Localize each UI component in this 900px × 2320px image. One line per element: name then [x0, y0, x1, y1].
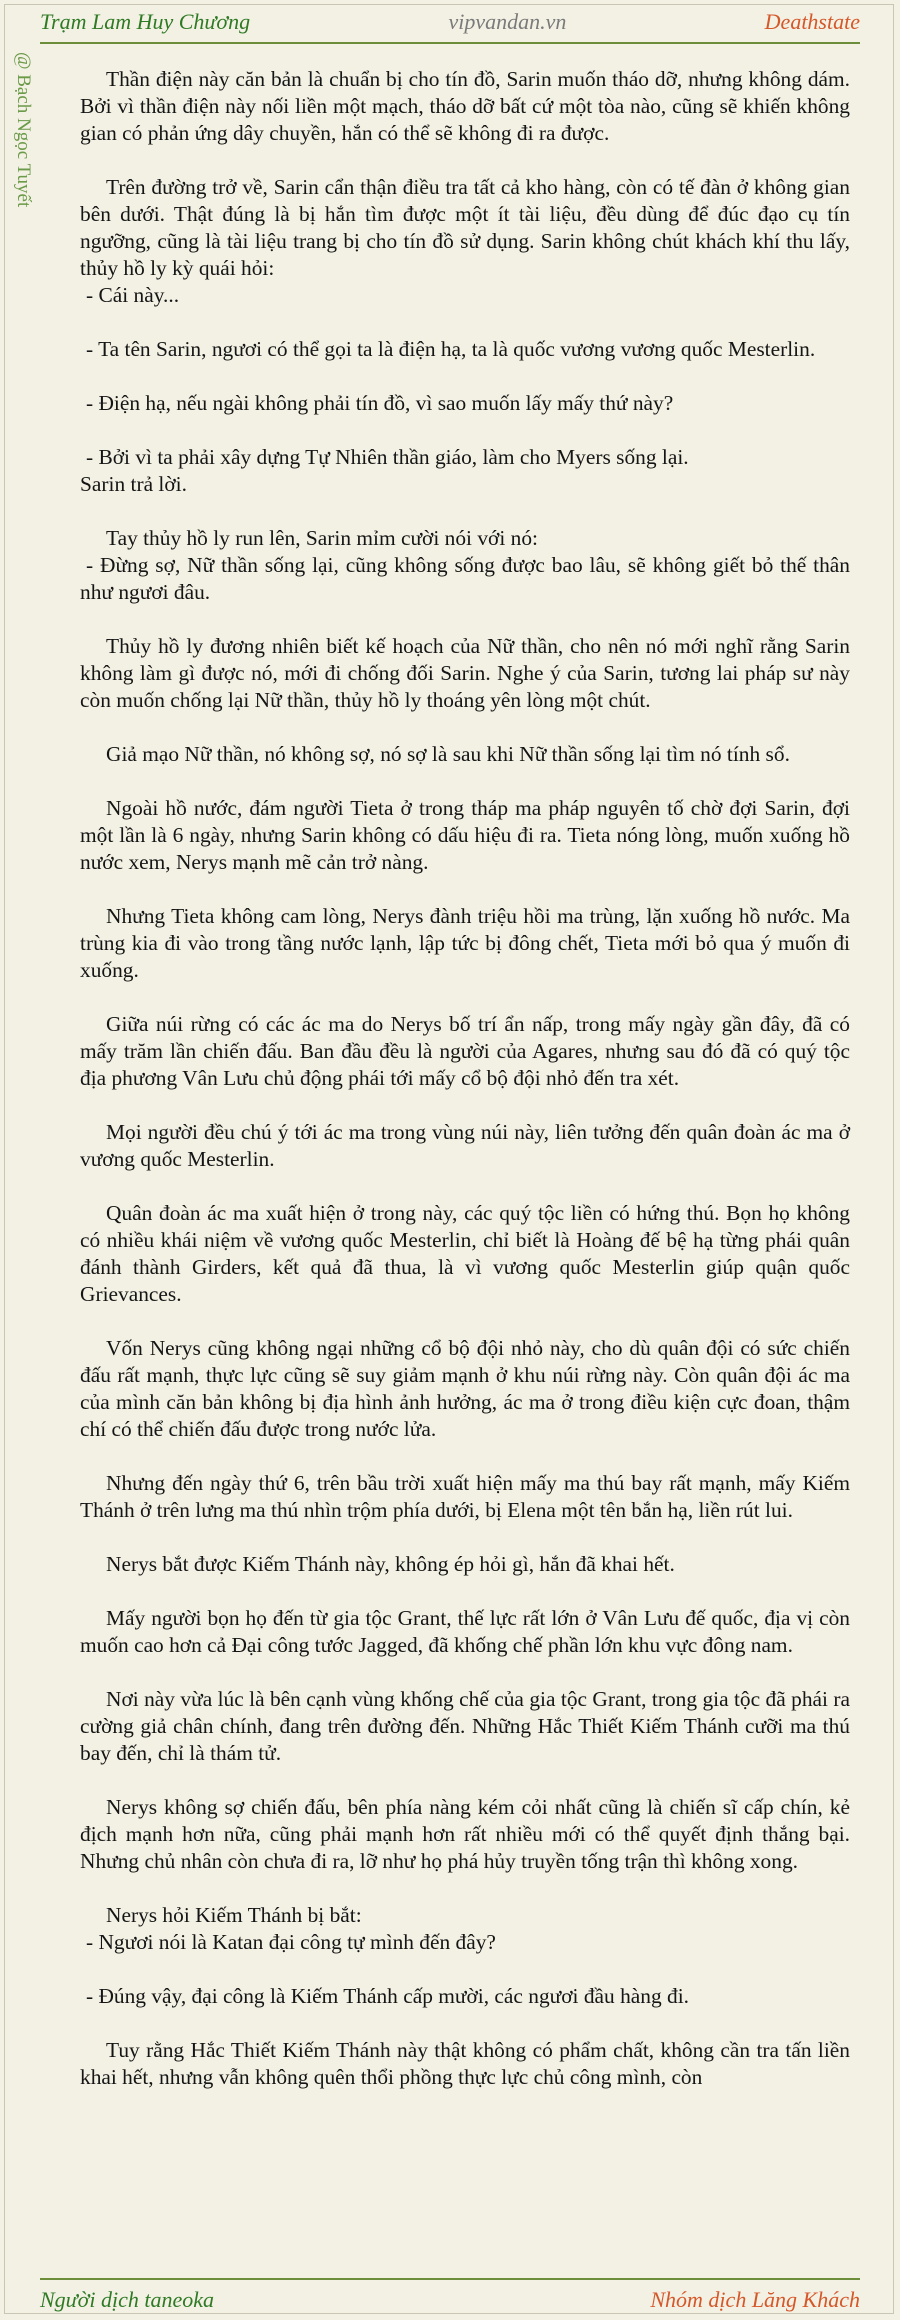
- paragraph: Nơi này vừa lúc là bên cạnh vùng khống chế của gia tộc Grant, trong gia tộc đã phái ra cường giả chân chính, đang trên đường đến. Những Hắc Thiết Kiếm Thánh cưỡi ma thú bay đến, chỉ là thám tử.: [80, 1687, 850, 1765]
- paragraph: Nerys không sợ chiến đấu, bên phía nàng kém cỏi nhất cũng là chiến sĩ cấp chín, kẻ địch mạnh hơn nữa, cũng phải mạnh hơn rất nhiều mới có thể quyết định thắng bại. Nhưng chủ nhân còn chưa đi ra, lỡ như họ phá hủy truyền tống trận thì không xong.: [80, 1795, 850, 1873]
- header-author: Deathstate: [764, 9, 860, 34]
- side-watermark-text: @ Bạch Ngọc Tuyết: [13, 52, 34, 208]
- paragraph: Thủy hồ ly đương nhiên biết kế hoạch của Nữ thần, cho nên nó mới nghĩ rằng Sarin không làm gì được nó, mới đi chống đối Sarin. Nghe ý của Sarin, tương lai pháp sư này còn muốn chống lại Nữ thần, thủy hồ ly thoáng yên lòng một chút.: [80, 634, 850, 712]
- dialogue-line: - Cái này...: [86, 283, 180, 307]
- paragraph: Giữa núi rừng có các ác ma do Nerys bố trí ẩn nấp, trong mấy ngày gần đây, đã có mấy trăm lần chiến đấu. Ban đầu đều là người của Agares, nhưng sau đó đã có quý tộc địa phương Vân Lưu chủ động phái tới mấy cổ bộ đội nhỏ đến tra xét.: [80, 1012, 850, 1090]
- dialogue-line: - Đúng vậy, đại công là Kiếm Thánh cấp mười, các ngươi đầu hàng đi.: [86, 1984, 689, 2008]
- dialogue-line: - Ngươi nói là Katan đại công tự mình đến đây?: [86, 1930, 496, 1954]
- paragraph: Sarin trả lời.: [80, 472, 187, 496]
- paragraph: Nerys bắt được Kiếm Thánh này, không ép hỏi gì, hắn đã khai hết.: [106, 1552, 675, 1576]
- paragraph: Giả mạo Nữ thần, nó không sợ, nó sợ là sau khi Nữ thần sống lại tìm nó tính sổ.: [106, 742, 790, 766]
- chapter-body: [80, 66, 850, 2091]
- header-book-title: Trạm Lam Huy Chương: [40, 9, 251, 34]
- paragraph: Mọi người đều chú ý tới ác ma trong vùng núi này, liên tưởng đến quân đoàn ác ma ở vương quốc Mesterlin.: [80, 1120, 850, 1171]
- paragraph: Tuy rằng Hắc Thiết Kiếm Thánh này thật không có phẩm chất, không cần tra tấn liền khai hết, nhưng vẫn không quên thổi phồng thực lực chủ công mình, còn: [80, 2038, 850, 2089]
- paragraph: Thần điện này căn bản là chuẩn bị cho tín đồ, Sarin muốn tháo dỡ, nhưng không dám. Bởi vì thần điện này nối liền một mạch, tháo dỡ bất cứ một tòa nào, cũng sẽ khiến không gian có phản ứng dây chuyền, hắn có thể sẽ không đi ra được.: [80, 67, 850, 145]
- paragraph: Tay thủy hồ ly run lên, Sarin mỉm cười nói với nó:: [106, 526, 538, 550]
- header-site: vipvandan.vn: [448, 9, 567, 34]
- footer-group: Nhóm dịch Lăng Khách: [650, 2287, 860, 2312]
- side-watermark: [6, 52, 40, 252]
- paragraph: Nhưng Tieta không cam lòng, Nerys đành triệu hồi ma trùng, lặn xuống hồ nước. Ma trùng kia đi vào trong tầng nước lạnh, lập tức bị đông chết, Tieta mới bỏ qua ý muốn đi xuống.: [80, 904, 850, 982]
- dialogue-line: - Bởi vì ta phải xây dựng Tự Nhiên thần giáo, làm cho Myers sống lại.: [86, 445, 689, 469]
- dialogue-line: - Ta tên Sarin, ngươi có thể gọi ta là điện hạ, ta là quốc vương vương quốc Mesterlin.: [86, 337, 816, 361]
- page-footer: [40, 2278, 860, 2320]
- paragraph: Nhưng đến ngày thứ 6, trên bầu trời xuất hiện mấy ma thú bay rất mạnh, mấy Kiếm Thánh ở trên lưng ma thú nhìn trộm phía dưới, bị Elena một tên bắn hạ, liền rút lui.: [80, 1471, 850, 1522]
- paragraph: Trên đường trở về, Sarin cẩn thận điều tra tất cả kho hàng, còn có tế đàn ở không gian bên dưới. Thật đúng là bị hắn tìm được một ít tài liệu, đều dùng để đúc đạo cụ tín ngưỡng, cũng là tài liệu trang bị cho tín đồ sử dụng. Sarin không chút khách khí thu lấy, thủy hồ ly kỳ quái hỏi:: [80, 175, 850, 280]
- paragraph: Quân đoàn ác ma xuất hiện ở trong này, các quý tộc liền có hứng thú. Bọn họ không có nhiều khái niệm về vương quốc Mesterlin, chỉ biết là Hoàng đế bệ hạ từng phái quân đánh thành Girders, kết quả đã thua, là vì vương quốc Mesterlin giúp quận quốc Grievances.: [80, 1201, 850, 1306]
- page-header: [40, 2, 860, 44]
- paragraph: Vốn Nerys cũng không ngại những cổ bộ đội nhỏ này, cho dù quân đội có sức chiến đấu rất mạnh, thực lực cũng sẽ suy giảm mạnh ở khu núi rừng này. Còn quân đội ác ma của mình căn bản không bị địa hình ảnh hưởng, ác ma ở trong điều kiện cực đoan, thậm chí có thể chiến đấu được trong nước lửa.: [80, 1336, 850, 1441]
- dialogue-line: - Điện hạ, nếu ngài không phải tín đồ, vì sao muốn lấy mấy thứ này?: [86, 391, 674, 415]
- dialogue-line: - Đừng sợ, Nữ thần sống lại, cũng không sống được bao lâu, sẽ không giết bỏ thế thân như ngươi đâu.: [80, 553, 850, 604]
- footer-translator: Người dịch taneoka: [40, 2287, 215, 2312]
- paragraph: Nerys hỏi Kiếm Thánh bị bắt:: [106, 1903, 362, 1927]
- paragraph: Mấy người bọn họ đến từ gia tộc Grant, thế lực rất lớn ở Vân Lưu đế quốc, địa vị còn muốn cao hơn cả Đại công tước Jagged, đã khống chế phần lớn khu vực đông nam.: [80, 1606, 850, 1657]
- paragraph: Ngoài hồ nước, đám người Tieta ở trong tháp ma pháp nguyên tố chờ đợi Sarin, đợi một lần là 6 ngày, nhưng Sarin không có dấu hiệu đi ra. Tieta nóng lòng, muốn xuống hồ nước xem, Nerys mạnh mẽ cản trở nàng.: [80, 796, 850, 874]
